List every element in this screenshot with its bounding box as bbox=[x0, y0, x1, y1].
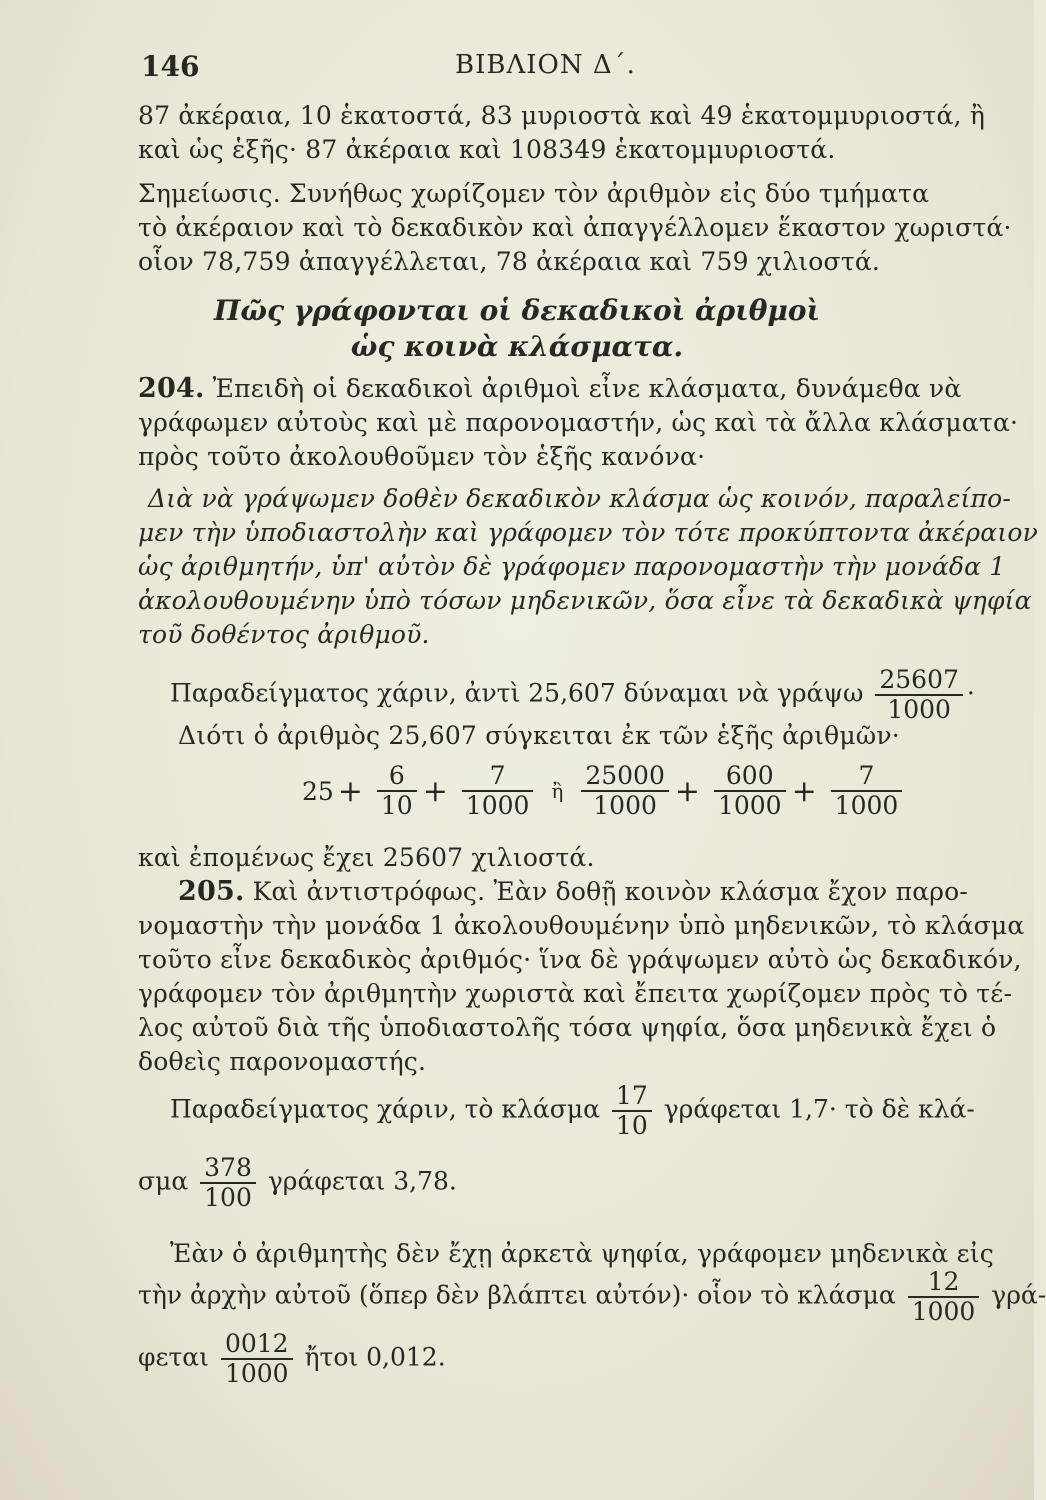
denominator: 1000 bbox=[908, 1296, 980, 1326]
denominator: 1000 bbox=[831, 790, 903, 820]
rule-line: ὡς ἀριθμητήν, ὑπ' αὐτὸν δὲ γράφομεν παρονομαστὴν τὴν μονάδα 1 bbox=[138, 552, 1006, 581]
example-line bbox=[170, 1082, 975, 1140]
numerator: 25000 bbox=[585, 761, 665, 790]
text: Παραδείγματος χάριν, ἀντὶ 25,607 δύναμαι νὰ γράψω bbox=[170, 678, 864, 708]
plus-sign: + bbox=[791, 773, 817, 809]
fraction bbox=[377, 762, 417, 820]
fraction bbox=[581, 762, 669, 820]
numerator: 7 bbox=[489, 761, 506, 790]
text: Ἐπειδὴ οἱ δεκαδικοὶ ἀριθμοὶ εἶνε κλάσματα, δυνάμεθα νὰ bbox=[212, 374, 962, 403]
fraction bbox=[875, 666, 963, 724]
denominator: 1000 bbox=[462, 790, 534, 820]
text-line: λος αὐτοῦ διὰ τῆς ὑποδιαστολῆς τόσα ψηφία, ὅσα μηδενικὰ ἔχει ὁ bbox=[138, 1013, 997, 1042]
paragraph-204-line bbox=[138, 373, 962, 405]
section-number: 204. bbox=[138, 373, 205, 404]
section-heading: Πῶς γράφονται οἱ δεκαδικοὶ ἀριθμοὶ bbox=[213, 294, 821, 327]
numerator: 25607 bbox=[879, 665, 959, 694]
example-line bbox=[138, 1330, 446, 1388]
text: γρά- bbox=[991, 1280, 1046, 1310]
denominator: 1000 bbox=[581, 790, 669, 820]
rule-line: ἀκολουθουμένην ὑπὸ τόσων μηδενικῶν, ὅσα εἶνε τὰ δεκαδικὰ ψηφία bbox=[138, 586, 1032, 615]
fraction bbox=[831, 762, 903, 820]
text-line: γράφομεν τὸν ἀριθμητὴν χωριστὰ καὶ ἔπειτα χωρίζομεν πρὸς τὸ τέ- bbox=[138, 979, 1013, 1008]
text: Παραδείγματος χάριν, τὸ κλάσμα bbox=[170, 1094, 600, 1124]
section-heading: ὡς κοινὰ κλάσματα. bbox=[350, 330, 684, 363]
denominator: 1000 bbox=[221, 1358, 293, 1388]
text-line: 87 ἀκέραια, 10 ἑκατοστά, 83 μυριοστὰ καὶ 49 ἑκατομμυριοστά, ἢ bbox=[138, 101, 986, 130]
rule-line: τοῦ δοθέντος ἀριθμοῦ. bbox=[138, 620, 430, 649]
numerator: 12 bbox=[927, 1267, 960, 1296]
text-line: οἷον 78,759 ἀπαγγέλλεται, 78 ἀκέραια καὶ 759 χιλιοστά. bbox=[138, 247, 881, 276]
punct: · bbox=[966, 678, 975, 708]
numerator: 17 bbox=[615, 1081, 648, 1110]
plus-sign: + bbox=[337, 773, 363, 809]
section-number: 205. bbox=[178, 876, 245, 907]
note-line: Σημείωσις. Συνήθως χωρίζομεν τὸν ἀριθμὸν εἰς δύο τμήματα bbox=[138, 179, 930, 208]
text: ἤτοι 0,012. bbox=[304, 1342, 446, 1372]
numerator: 0012 bbox=[224, 1329, 289, 1358]
denominator: 100 bbox=[200, 1182, 256, 1212]
fraction bbox=[908, 1268, 980, 1326]
fraction bbox=[612, 1082, 652, 1140]
denominator: 10 bbox=[612, 1110, 652, 1140]
fraction bbox=[714, 762, 786, 820]
text: φεται bbox=[138, 1342, 209, 1372]
text: γράφεται 3,78. bbox=[267, 1166, 457, 1196]
text-line: τὸ ἀκέραιον καὶ τὸ δεκαδικὸν καὶ ἀπαγγέλλομεν ἕκαστον χωριστά· bbox=[138, 213, 1012, 242]
example-line bbox=[138, 1268, 1046, 1326]
text-line: πρὸς τοῦτο ἀκολουθοῦμεν τὸν ἑξῆς κανόνα· bbox=[138, 442, 706, 471]
text-line: τοῦτο εἶνε δεκαδικὸς ἀριθμός· ἵνα δὲ γράψωμεν αὐτὸ ὡς δεκαδικόν, bbox=[138, 945, 1022, 974]
text: γράφεται 1,7· τὸ δὲ κλά- bbox=[663, 1094, 975, 1124]
text: τὴν ἀρχὴν αὐτοῦ (ὅπερ δὲν βλάπτει αὐτόν)· οἷον τὸ κλάσμα bbox=[138, 1280, 896, 1310]
denominator: 1000 bbox=[875, 694, 963, 724]
equation bbox=[300, 762, 906, 820]
fraction bbox=[221, 1330, 293, 1388]
rule-line: Διὰ νὰ γράψωμεν δοθὲν δεκαδικὸν κλάσμα ὡς κοινόν, παραλείπο- bbox=[148, 484, 1012, 513]
fraction bbox=[462, 762, 534, 820]
denominator: 10 bbox=[377, 790, 417, 820]
plus-sign: + bbox=[674, 773, 700, 809]
example-line bbox=[170, 666, 975, 724]
numerator: 7 bbox=[858, 761, 875, 790]
page-number: 146 bbox=[141, 50, 200, 83]
text-line: καὶ ἐπομένως ἔχει 25607 χιλιοστά. bbox=[138, 843, 595, 872]
numerator: 6 bbox=[388, 761, 405, 790]
or-word: ἢ bbox=[551, 779, 564, 803]
paragraph-205-line bbox=[178, 876, 978, 908]
plus-sign: + bbox=[422, 773, 448, 809]
denominator: 1000 bbox=[714, 790, 786, 820]
text: Καὶ ἀντιστρόφως. Ἐὰν δοθῇ κοινὸν κλάσμα ἔχον παρο- bbox=[252, 877, 969, 906]
text-line: νομαστὴν τὴν μονάδα 1 ἀκολουθουμένην ὑπὸ μηδενικῶν, τὸ κλάσμα bbox=[138, 911, 1025, 940]
fraction bbox=[200, 1154, 256, 1212]
numerator: 378 bbox=[204, 1153, 252, 1182]
running-title: ΒΙΒΛΙΟΝ Δ΄. bbox=[455, 50, 636, 80]
text-line: γράφωμεν αὐτοὺς καὶ μὲ παρονομαστήν, ὡς καὶ τὰ ἄλλα κλάσματα· bbox=[138, 408, 1019, 437]
text-line: δοθεὶς παρονομαστής. bbox=[138, 1047, 427, 1076]
whole-number: 25 bbox=[302, 776, 334, 806]
text-line: καὶ ὡς ἑξῆς· 87 ἀκέραια καὶ 108349 ἑκατομμυριοστά. bbox=[138, 135, 836, 164]
text: σμα bbox=[138, 1166, 189, 1196]
example-line bbox=[138, 1154, 457, 1212]
text-line: Ἐὰν ὁ ἀριθμητὴς δὲν ἔχῃ ἀρκετὰ ψηφία, γράφομεν μηδενικὰ εἰς bbox=[170, 1239, 995, 1268]
text-line: Διότι ὁ ἀριθμὸς 25,607 σύγκειται ἐκ τῶν ἑξῆς ἀριθμῶν· bbox=[178, 721, 900, 750]
rule-line: μεν τὴν ὑποδιαστολὴν καὶ γράφομεν τὸν τότε προκύπτοντα ἀκέραιον bbox=[138, 518, 1038, 547]
numerator: 600 bbox=[725, 761, 774, 790]
